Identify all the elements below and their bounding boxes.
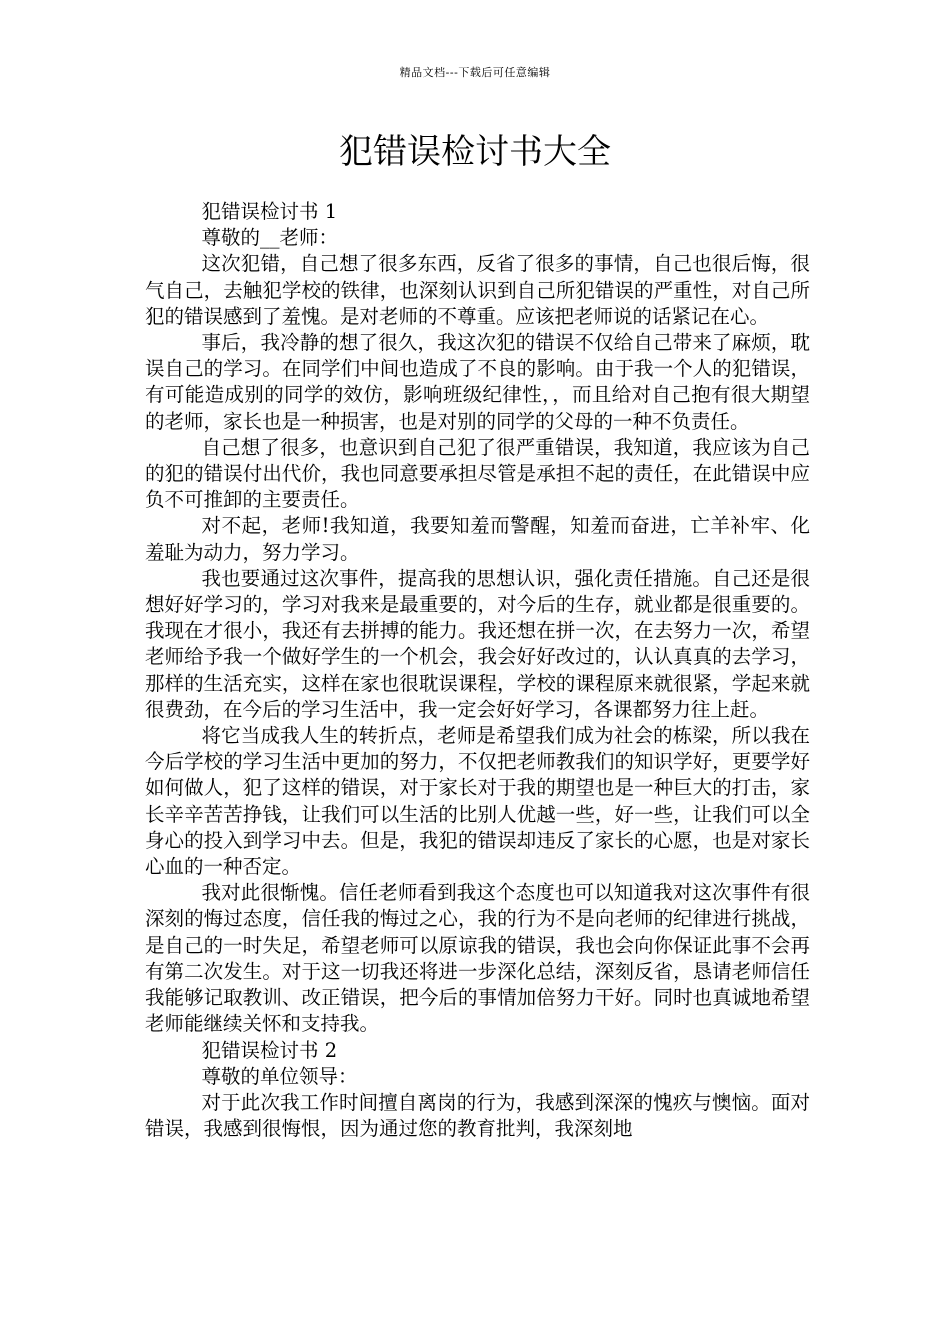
- header-note: 精品文档---下载后可任意编辑: [399, 66, 551, 79]
- paragraph: 这次犯错，自己想了很多东西，反省了很多的事情，自己也很后悔，很气自己，去触犯学校的铁律，也深刻认识到自己所犯错误的严重性，对自己所犯的错误感到了羞愧。是对老师的不尊重。应该把老师说的话紧记在心。: [145, 252, 810, 328]
- paragraph: 我对此很惭愧。信任老师看到我这个态度也可以知道我对这次事件有很深刻的悔过态度，信任我的悔过之心，我的行为不是向老师的纪律进行挑战，是自己的一时失足，希望老师可以原谅我的错误，我也会向你保证此事不会再有第二次发生。对于这一切我还将进一步深化总结，深刻反省，恳请老师信任我能够记取教训、改正错误，把今后的事情加倍努力干好。同时也真诚地希望老师能继续关怀和支持我。: [145, 881, 810, 1036]
- paragraph: 我也要通过这次事件，提高我的思想认识，强化责任措施。自己还是很想好好学习的，学习对我来是最重要的，对今后的生存，就业都是很重要的。我现在才很小，我还有去拼搏的能力。我还想在拼一次，在去努力一次，希望老师给予我一个做好学生的一个机会，我会好好改过的，认认真真的去学习，那样的生活充实，这样在家也很耽误课程，学校的课程原来就很紧，学起来就很费劲，在今后的学习生活中，我一定会好好学习，各课都努力往上赶。: [145, 566, 810, 721]
- document-body: [145, 199, 810, 1142]
- paragraph: 自己想了很多，也意识到自己犯了很严重错误，我知道，我应该为自己的犯的错误付出代价，我也同意要承担尽管是承担不起的责任，在此错误中应负不可推卸的主要责任。: [145, 435, 810, 512]
- paragraph: 事后，我冷静的想了很久，我这次犯的错误不仅给自己带来了麻烦，耽误自己的学习。在同学们中间也造成了不良的影响。由于我一个人的犯错误，有可能造成别的同学的效仿，影响班级纪律性，，而且给对自己抱有很大期望的老师，家长也是一种损害，也是对别的同学的父母的一种不负责任。: [145, 331, 810, 433]
- salutation: 尊敬的__老师：: [201, 226, 339, 250]
- paragraph: 对于此次我工作时间擅自离岗的行为，我感到深深的愧疚与懊恼。面对错误，我感到很悔恨，因为通过您的教育批判，我深刻地: [145, 1090, 810, 1141]
- section-heading: 犯错误检讨书 1: [201, 200, 338, 223]
- section-heading: 犯错误检讨书 2: [201, 1038, 338, 1062]
- document-title: 犯错误检讨书大全: [339, 132, 611, 172]
- salutation: 尊敬的单位领导：: [201, 1064, 358, 1088]
- paragraph: 对不起，老师!我知道，我要知羞而警醒，知羞而奋进，亡羊补牢、化羞耻为动力，努力学习。: [145, 514, 810, 564]
- paragraph: 将它当成我人生的转折点，老师是希望我们成为社会的栋梁，所以我在今后学校的学习生活中更加的努力，不仅把老师教我们的知识学好，更要学好如何做人，犯了这样的错误，对于家长对于我的期望也是一种巨大的打击，家长辛辛苦苦挣钱，让我们可以生活的比别人优越一些，好一些，让我们可以全身心的投入到学习中去。但是，我犯的错误却违反了家长的心愿，也是对家长心血的一种否定。: [145, 724, 810, 879]
